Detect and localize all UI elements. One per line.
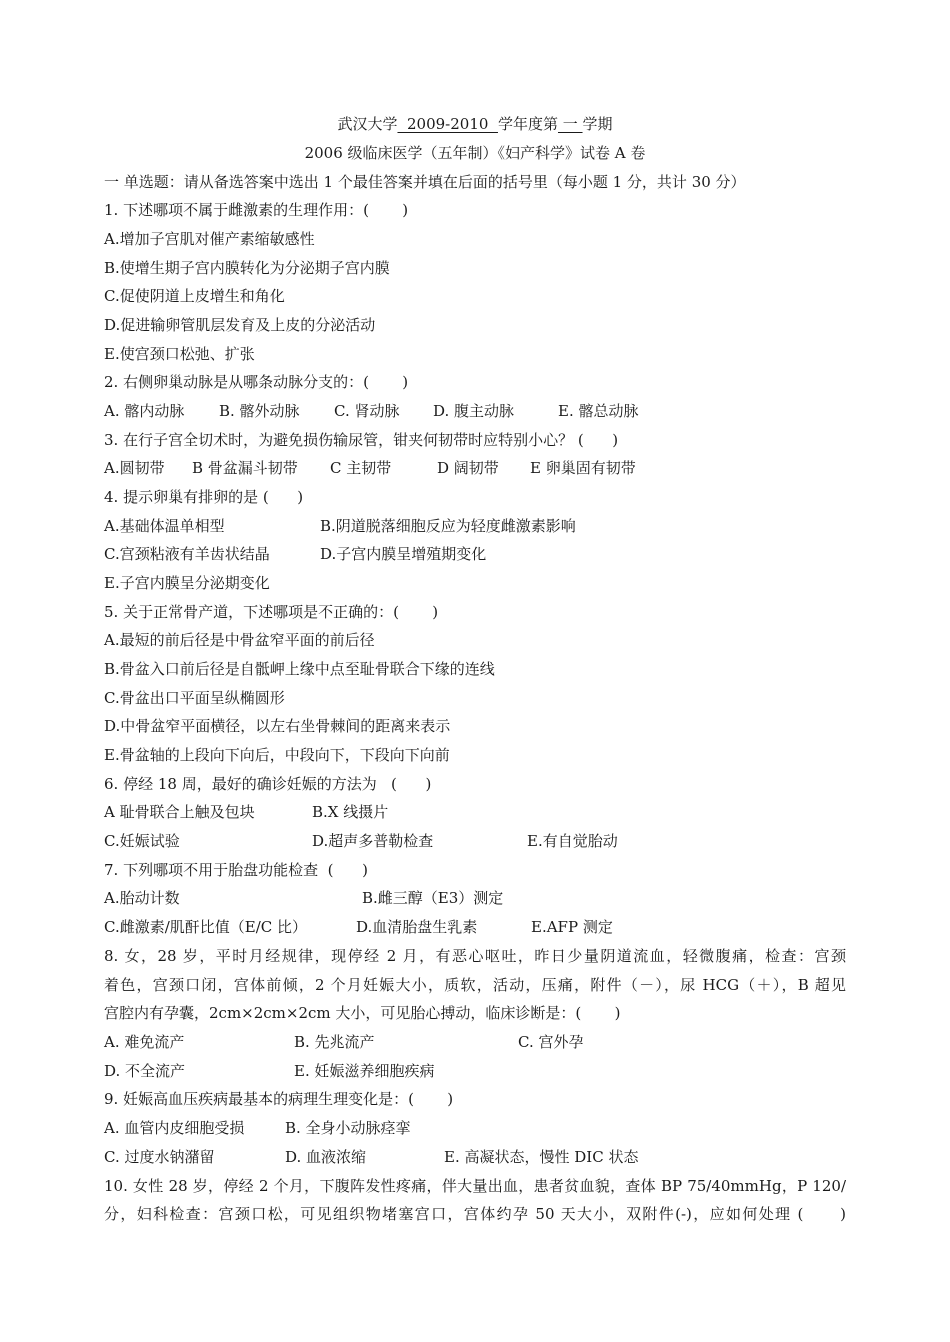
q3-option-b: B 骨盆漏斗韧带 (192, 459, 298, 477)
q5-option-a: A.最短的前后径是中骨盆窄平面的前后径 (104, 631, 375, 649)
q2-option-e: E. 髂总动脉 (558, 402, 639, 420)
q7-option-b: B.雌三醇（E3）测定 (362, 889, 504, 907)
q1-option-d: D.促进输卵管肌层发育及上皮的分泌活动 (104, 316, 376, 334)
q6-option-a: A 耻骨联合上触及包块 (104, 803, 255, 821)
q9-option-d: D. 血液浓缩 (285, 1148, 367, 1166)
q7-option-c: C.雌激素/肌酐比值（E/C 比） (104, 918, 308, 936)
question-6-stem: 6. 停经 18 周，最好的确诊妊娠的方法为 ( ) (104, 775, 432, 793)
q2-option-b: B. 髂外动脉 (219, 402, 300, 420)
section-heading: 一 单选题：请从备选答案中选出 1 个最佳答案并填在后面的括号里（每小题 1 分，共计 30 分） (104, 173, 746, 191)
q8-option-c: C. 宫外孕 (518, 1033, 584, 1051)
q5-option-c: C.骨盆出口平面呈纵椭圆形 (104, 689, 285, 707)
q6-option-d: D.超声多普勒检查 (312, 832, 434, 850)
q7-option-e: E.AFP 测定 (531, 918, 613, 936)
question-9-stem: 9. 妊娠高血压疾病最基本的病理生理变化是：( ) (104, 1090, 454, 1108)
question-3-stem: 3. 在行子宫全切术时，为避免损伤输尿管，钳夹何韧带时应特别小心？ ( ) (104, 431, 619, 449)
q4-option-b: B.阴道脱落细胞反应为轻度雌激素影响 (320, 517, 576, 535)
question-5-stem: 5. 关于正常骨产道，下述哪项是不正确的：( ) (104, 603, 439, 621)
q8-option-b: B. 先兆流产 (294, 1033, 375, 1051)
question-4-stem: 4. 提示卵巢有排卵的是 ( ) (104, 488, 304, 506)
q9-option-b: B. 全身小动脉痉挛 (285, 1119, 411, 1137)
q2-option-a: A. 髂内动脉 (104, 402, 185, 420)
q4-option-e: E.子宫内膜呈分泌期变化 (104, 574, 270, 592)
title-mid: 学年度第 (497, 115, 558, 133)
question-8-stem-line1: 8. 女，28 岁，平时月经规律，现停经 2 月，有恶心呕吐，昨日少量阴道流血，轻微腹痛，检查：宫颈 (104, 947, 846, 965)
q7-option-a: A.胎动计数 (104, 889, 180, 907)
q4-option-a: A.基础体温单相型 (104, 517, 225, 535)
q1-option-b: B.使增生期子宫内膜转化为分泌期子宫内膜 (104, 259, 390, 277)
q9-option-a: A. 血管内皮细胞受损 (104, 1119, 245, 1137)
academic-year: 2009-2010 (397, 115, 498, 133)
q3-option-a: A.圆韧带 (104, 459, 165, 477)
title-suffix: 学期 (582, 115, 613, 133)
exam-subtitle: 2006 级临床医学（五年制）《妇产科学》试卷 A 卷 (304, 144, 646, 162)
q7-option-d: D.血清胎盘生乳素 (356, 918, 478, 936)
q4-option-d: D.子宫内膜呈增殖期变化 (320, 545, 487, 563)
question-10-stem-line1: 10. 女性 28 岁，停经 2 个月，下腹阵发性疼痛，伴大量出血，患者贫血貌，查体 BP 75/40mmHg，P 120/ (104, 1177, 846, 1195)
q6-option-b: B.X 线摄片 (312, 803, 389, 821)
q4-option-c: C.宫颈粘液有羊齿状结晶 (104, 545, 270, 563)
q5-option-e: E.骨盆轴的上段向下向后，中段向下，下段向下向前 (104, 746, 450, 764)
q9-option-e: E. 高凝状态，慢性 DIC 状态 (444, 1148, 639, 1166)
question-8-stem-line3: 宫腔内有孕囊，2cm×2cm×2cm 大小，可见胎心搏动，临床诊断是：( ) (104, 1004, 621, 1022)
q8-option-e: E. 妊娠滋养细胞疾病 (294, 1062, 435, 1080)
q3-option-e: E 卵巢固有韧带 (530, 459, 636, 477)
q6-option-e: E.有自觉胎动 (527, 832, 618, 850)
question-8-stem-line2: 着色，宫颈口闭，宫体前倾，2 个月妊娠大小，质软，活动，压痛，附件（－），尿 HCG（＋），B 超见 (104, 976, 846, 994)
exam-title (0, 114, 950, 134)
q1-option-e: E.使宫颈口松弛、扩张 (104, 345, 255, 363)
q3-option-d: D 阔韧带 (437, 459, 499, 477)
q2-option-c: C. 肾动脉 (334, 402, 400, 420)
q9-option-c: C. 过度水钠潴留 (104, 1148, 215, 1166)
q2-option-d: D. 腹主动脉 (433, 402, 515, 420)
q5-option-b: B.骨盆入口前后径是自骶岬上缘中点至耻骨联合下缘的连线 (104, 660, 495, 678)
question-1-stem: 1. 下述哪项不属于雌激素的生理作用：( ) (104, 201, 409, 219)
term-number: 一 (557, 115, 583, 133)
question-2-stem: 2. 右侧卵巢动脉是从哪条动脉分支的：( ) (104, 373, 409, 391)
q8-option-a: A. 难免流产 (104, 1033, 185, 1051)
q1-option-c: C.促使阴道上皮增生和角化 (104, 287, 285, 305)
q1-option-a: A.增加子宫肌对催产素缩敏感性 (104, 230, 315, 248)
q6-option-c: C.妊娠试验 (104, 832, 180, 850)
q5-option-d: D.中骨盆窄平面横径，以左右坐骨棘间的距离来表示 (104, 717, 451, 735)
q3-option-c: C 主韧带 (330, 459, 392, 477)
q8-option-d: D. 不全流产 (104, 1062, 186, 1080)
question-10-stem-line2: 分，妇科检查：宫颈口松，可见组织物堵塞宫口，宫体约孕 50 天大小，双附件(-)，应如何处理 ( ) (104, 1205, 846, 1223)
university-name: 武汉大学 (337, 115, 398, 133)
question-7-stem: 7. 下列哪项不用于胎盘功能检查 ( ) (104, 861, 368, 879)
